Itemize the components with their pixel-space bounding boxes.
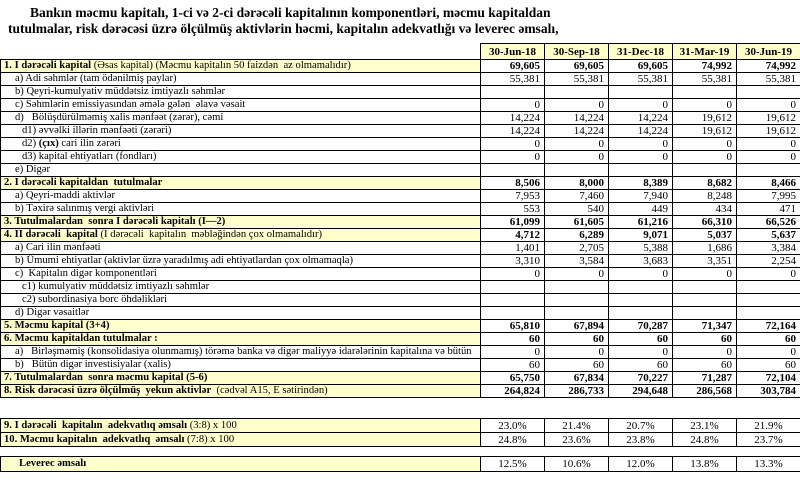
row-label [1, 164, 481, 177]
value-cell: 0 [481, 151, 545, 164]
value-cell: 55,381 [609, 73, 673, 86]
table-row [1, 268, 800, 281]
value-cell: 4,712 [481, 229, 545, 242]
value-cell: 66,526 [737, 216, 800, 229]
value-cell: 72,104 [737, 372, 800, 385]
value-cell: 60 [673, 359, 737, 372]
table-row [1, 164, 800, 177]
value-cell: 8,248 [673, 190, 737, 203]
row-label-segment: cari ilin zərəri [59, 138, 121, 149]
value-cell: 60 [545, 359, 609, 372]
value-cell: 0 [673, 346, 737, 359]
value-cell [737, 86, 800, 99]
row-label-segment: b) Bütün digər investisiyalar (xalis) [15, 359, 171, 370]
value-cell [609, 86, 673, 99]
value-cell: 0 [737, 151, 800, 164]
value-cell: 12.5% [481, 457, 545, 472]
row-label-segment: a) Birləşməmiş (konsolidasiya olunmamış) törəmə banka və digər maliyyə idarələrinin kapitalına və bütün [15, 346, 472, 357]
value-cell: 0 [673, 99, 737, 112]
value-cell: 0 [609, 151, 673, 164]
value-cell [481, 86, 545, 99]
value-cell: 8,466 [737, 177, 800, 190]
value-cell: 71,347 [673, 320, 737, 333]
value-cell: 5,388 [609, 242, 673, 255]
value-cell [737, 307, 800, 320]
value-cell: 0 [545, 138, 609, 151]
value-cell: 70,287 [609, 320, 673, 333]
row-label-segment: b) Qeyri-kumulyativ müddətsiz imtiyazlı səhmlər [15, 86, 225, 97]
value-cell: 13.8% [673, 457, 737, 472]
value-cell: 303,784 [737, 385, 800, 398]
value-cell: 0 [673, 268, 737, 281]
value-cell: 264,824 [481, 385, 545, 398]
value-cell: 3,584 [545, 255, 609, 268]
value-cell: 0 [673, 151, 737, 164]
value-cell: 7,953 [481, 190, 545, 203]
row-label-segment: c) Kapitalın digər komponentləri [15, 268, 157, 279]
value-cell: 19,612 [673, 112, 737, 125]
row-label [1, 457, 481, 472]
value-cell: 0 [481, 99, 545, 112]
value-cell: 23.0% [481, 419, 545, 433]
value-cell [609, 307, 673, 320]
row-label [1, 346, 481, 359]
value-cell: 5,037 [673, 229, 737, 242]
value-cell: 60 [481, 333, 545, 346]
value-cell: 61,216 [609, 216, 673, 229]
value-cell: 23.7% [737, 433, 800, 447]
row-label-segment: (cədvəl A15, E sətirindən) [211, 385, 328, 396]
value-cell [673, 164, 737, 177]
value-cell: 8,000 [545, 177, 609, 190]
row-label-segment: b) Təxirə salınmış vergi aktivləri [15, 203, 154, 214]
value-cell: 55,381 [545, 73, 609, 86]
value-cell: 60 [737, 359, 800, 372]
value-cell: 1,686 [673, 242, 737, 255]
value-cell: 2,254 [737, 255, 800, 268]
table-row [1, 138, 800, 151]
value-cell: 60 [481, 359, 545, 372]
row-label [1, 359, 481, 372]
table-row [1, 385, 800, 398]
value-cell: 60 [609, 359, 673, 372]
value-cell: 13.3% [737, 457, 800, 472]
row-label [1, 86, 481, 99]
table-row [1, 60, 800, 73]
value-cell: 1,401 [481, 242, 545, 255]
row-label [1, 216, 481, 229]
row-label [1, 385, 481, 398]
row-label-segment: 8. Risk dərəcəsi üzrə ölçülmüş yekun aktivlər [4, 385, 211, 396]
value-cell: 19,612 [737, 125, 800, 138]
value-cell: 69,605 [609, 60, 673, 73]
row-label [1, 138, 481, 151]
column-header: 30-Sep-18 [545, 44, 609, 60]
table-row [1, 333, 800, 346]
row-label [1, 203, 481, 216]
row-label-segment: (Əsas kapital) (Məcmu kapitalın 50 faizdən az olmamalıdır) [91, 60, 351, 71]
row-label [1, 320, 481, 333]
table-row [1, 346, 800, 359]
value-cell: 14,224 [481, 125, 545, 138]
value-cell [673, 281, 737, 294]
value-cell: 24.8% [673, 433, 737, 447]
value-cell: 65,810 [481, 320, 545, 333]
value-cell [545, 86, 609, 99]
column-header: 30-Jun-19 [737, 44, 800, 60]
row-label-segment: 6. Məcmu kapitaldan tutulmalar : [4, 333, 158, 344]
value-cell: 3,310 [481, 255, 545, 268]
value-cell [737, 294, 800, 307]
row-label [1, 229, 481, 242]
value-cell: 0 [481, 268, 545, 281]
value-cell: 8,682 [673, 177, 737, 190]
value-cell: 0 [481, 138, 545, 151]
row-label-segment: 10. Məcmu kapitalın adekvatlıq əmsalı [4, 434, 187, 445]
row-label-segment: 1. I dərəcəli kapital [4, 60, 91, 71]
value-cell: 60 [609, 333, 673, 346]
value-cell: 294,648 [609, 385, 673, 398]
value-cell: 67,834 [545, 372, 609, 385]
value-cell: 19,612 [673, 125, 737, 138]
value-cell: 14,224 [481, 112, 545, 125]
table-row [1, 125, 800, 138]
row-label-segment: c2) subordinasiya borc öhdəlikləri [22, 294, 167, 305]
value-cell: 66,310 [673, 216, 737, 229]
value-cell [609, 281, 673, 294]
title-line-2: tutulmalar, risk dərəcəsi üzrə ölçülmüş aktivlərin həcmi, kapitalın adekvatlığı və leverec əmsalı, [8, 21, 588, 37]
value-cell: 74,992 [673, 60, 737, 73]
row-label [1, 255, 481, 268]
value-cell: 6,289 [545, 229, 609, 242]
value-cell: 70,227 [609, 372, 673, 385]
table-row [1, 151, 800, 164]
header-blank-cell [1, 44, 481, 60]
value-cell: 23.8% [609, 433, 673, 447]
row-label-segment: 7. Tutulmalardan sonra məcmu kapital (5-6) [4, 372, 207, 383]
value-cell: 12.0% [609, 457, 673, 472]
value-cell: 0 [545, 268, 609, 281]
table-row [1, 307, 800, 320]
value-cell: 286,568 [673, 385, 737, 398]
main-table-body [1, 60, 800, 398]
row-label-segment: a) Qeyri-maddi aktivlər [15, 190, 115, 201]
table-row [1, 86, 800, 99]
row-label [1, 112, 481, 125]
value-cell: 67,894 [545, 320, 609, 333]
value-cell [609, 294, 673, 307]
row-label-segment: 9. I dərəcəli kapitalın adekvatlıq əmsalı [4, 420, 190, 431]
value-cell: 7,460 [545, 190, 609, 203]
row-label [1, 60, 481, 73]
table-row [1, 320, 800, 333]
ratio-table-body [1, 419, 800, 447]
value-cell [481, 164, 545, 177]
value-cell [673, 294, 737, 307]
column-header: 31-Mar-19 [673, 44, 737, 60]
value-cell: 0 [609, 346, 673, 359]
row-label-segment: 2. I dərəcəli kapitaldan tutulmalar [4, 177, 162, 188]
row-label-segment: d1) əvvəlki illərin mənfəəti (zərəri) [22, 125, 171, 136]
value-cell [737, 281, 800, 294]
table-row [1, 457, 800, 472]
row-label [1, 151, 481, 164]
value-cell: 471 [737, 203, 800, 216]
row-label-segment: b) Ümumi ehtiyatlar (aktivlər üzrə yaradılmış adi ehtiyatlardan çox olmamaqla) [15, 255, 353, 266]
row-label-segment: Leverec əmsalı [19, 458, 86, 469]
row-label-segment: (7:8) x 100 [187, 434, 234, 445]
value-cell: 0 [609, 138, 673, 151]
row-label [1, 177, 481, 190]
value-cell: 3,384 [737, 242, 800, 255]
value-cell [545, 307, 609, 320]
header-row [1, 44, 800, 60]
table-row [1, 203, 800, 216]
value-cell: 55,381 [481, 73, 545, 86]
row-label-segment: (çıx) [39, 138, 59, 149]
row-label [1, 268, 481, 281]
value-cell: 14,224 [609, 112, 673, 125]
row-label-segment: d) Bölüşdürülməmiş xalis mənfəət (zərər), cəmi [15, 112, 223, 123]
value-cell: 69,605 [545, 60, 609, 73]
value-cell: 0 [673, 138, 737, 151]
table-row [1, 281, 800, 294]
column-header: 30-Jun-18 [481, 44, 545, 60]
row-label-segment: (I dərəcəli kapitalın məbləğindən çox olmamalıdır) [98, 229, 322, 240]
row-label [1, 73, 481, 86]
value-cell: 69,605 [481, 60, 545, 73]
table-row [1, 433, 800, 447]
row-label [1, 307, 481, 320]
value-cell: 434 [673, 203, 737, 216]
row-label [1, 242, 481, 255]
row-label-segment: a) Adi səhmlər (tam ödənilmiş paylar) [15, 73, 177, 84]
row-label [1, 190, 481, 203]
table-row [1, 190, 800, 203]
row-label [1, 419, 481, 433]
value-cell: 8,389 [609, 177, 673, 190]
table-row [1, 73, 800, 86]
value-cell: 65,750 [481, 372, 545, 385]
table-row [1, 229, 800, 242]
value-cell: 0 [737, 138, 800, 151]
value-cell: 0 [737, 99, 800, 112]
row-label-segment: 3. Tutulmalardan sonra I dərəcəli kapitalı (I—2) [4, 216, 225, 227]
table-row [1, 242, 800, 255]
value-cell: 553 [481, 203, 545, 216]
row-label [1, 372, 481, 385]
value-cell: 14,224 [545, 112, 609, 125]
value-cell: 60 [673, 333, 737, 346]
value-cell: 5,637 [737, 229, 800, 242]
value-cell: 55,381 [737, 73, 800, 86]
title-line-1: Bankın məcmu kapitalı, 1-ci və 2-ci dərəcəli kapitalının komponentləri, məcmu kapitaldan [8, 5, 588, 21]
table-row [1, 359, 800, 372]
row-label [1, 294, 481, 307]
value-cell: 0 [545, 346, 609, 359]
value-cell: 3,683 [609, 255, 673, 268]
value-cell: 61,605 [545, 216, 609, 229]
value-cell [609, 164, 673, 177]
value-cell: 0 [545, 151, 609, 164]
row-label-segment: 4. II dərəcəli kapital [4, 229, 98, 240]
value-cell: 21.4% [545, 419, 609, 433]
value-cell: 21.9% [737, 419, 800, 433]
value-cell: 540 [545, 203, 609, 216]
value-cell [545, 164, 609, 177]
value-cell: 0 [609, 99, 673, 112]
value-cell: 286,733 [545, 385, 609, 398]
table-row [1, 294, 800, 307]
value-cell: 14,224 [545, 125, 609, 138]
table-row [1, 177, 800, 190]
row-label-segment: (3:8) x 100 [190, 420, 237, 431]
table-row [1, 99, 800, 112]
row-label [1, 99, 481, 112]
value-cell: 9,071 [609, 229, 673, 242]
adequacy-ratio-table [0, 418, 800, 447]
value-cell: 0 [737, 268, 800, 281]
table-row [1, 372, 800, 385]
value-cell: 2,705 [545, 242, 609, 255]
table-row [1, 419, 800, 433]
row-label-segment: d) Digər vəsaitlər [15, 307, 89, 318]
capital-components-table [0, 43, 800, 398]
value-cell: 71,287 [673, 372, 737, 385]
value-cell: 3,351 [673, 255, 737, 268]
value-cell: 74,992 [737, 60, 800, 73]
value-cell: 23.6% [545, 433, 609, 447]
value-cell [737, 164, 800, 177]
table-row [1, 112, 800, 125]
value-cell: 0 [545, 99, 609, 112]
value-cell: 24.8% [481, 433, 545, 447]
row-label-segment: c1) kumulyativ müddətsiz imtiyazlı səhmlər [22, 281, 209, 292]
row-label-segment: d2) [22, 138, 39, 149]
value-cell: 60 [737, 333, 800, 346]
row-label-segment: d3) kapital ehtiyatları (fondları) [22, 151, 156, 162]
value-cell: 0 [609, 268, 673, 281]
value-cell: 7,995 [737, 190, 800, 203]
value-cell [545, 294, 609, 307]
column-header: 31-Dec-18 [609, 44, 673, 60]
row-label-segment: e) Digər [15, 164, 50, 175]
capital-table-header [1, 44, 800, 60]
value-cell: 55,381 [673, 73, 737, 86]
row-label-segment: a) Cari ilin mənfəəti [15, 242, 101, 253]
row-label [1, 433, 481, 447]
value-cell [481, 294, 545, 307]
page-title [8, 5, 588, 37]
value-cell: 20.7% [609, 419, 673, 433]
value-cell [545, 281, 609, 294]
row-label [1, 333, 481, 346]
value-cell [673, 86, 737, 99]
table-row [1, 255, 800, 268]
row-label-segment: 5. Məcmu kapital (3+4) [4, 320, 110, 331]
row-label [1, 125, 481, 138]
value-cell: 7,940 [609, 190, 673, 203]
value-cell: 72,164 [737, 320, 800, 333]
value-cell: 8,506 [481, 177, 545, 190]
row-label [1, 281, 481, 294]
row-label-segment: c) Səhmlərin emissiyasından əmələ gələn əlavə vəsait [15, 99, 245, 110]
value-cell: 0 [481, 346, 545, 359]
table-row [1, 216, 800, 229]
value-cell [481, 307, 545, 320]
value-cell: 61,099 [481, 216, 545, 229]
value-cell: 60 [545, 333, 609, 346]
value-cell: 0 [737, 346, 800, 359]
value-cell [481, 281, 545, 294]
value-cell: 23.1% [673, 419, 737, 433]
value-cell: 14,224 [609, 125, 673, 138]
leverage-ratio-table [0, 456, 800, 472]
value-cell [673, 307, 737, 320]
leverage-table-body [1, 457, 800, 472]
value-cell: 10.6% [545, 457, 609, 472]
value-cell: 19,612 [737, 112, 800, 125]
value-cell: 449 [609, 203, 673, 216]
